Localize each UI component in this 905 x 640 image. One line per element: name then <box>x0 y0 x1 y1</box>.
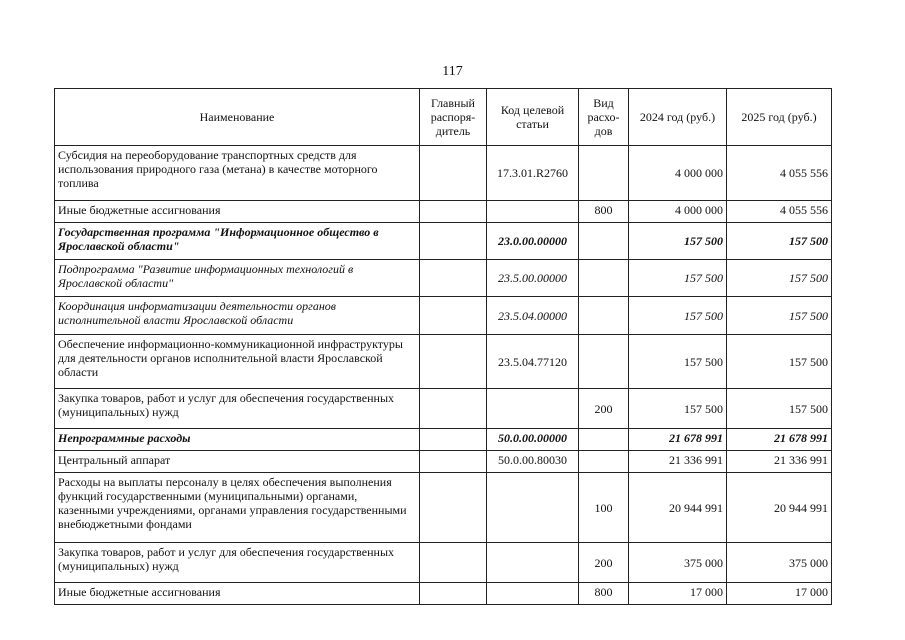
row-year-2024: 4 000 000 <box>629 146 727 201</box>
row-main-manager <box>420 201 487 223</box>
row-year-2024: 21 678 991 <box>629 429 727 451</box>
budget-table <box>54 88 832 605</box>
row-year-2025: 21 678 991 <box>727 429 832 451</box>
row-name: Иные бюджетные ассигнования <box>55 583 420 605</box>
row-target-code: 23.5.00.00000 <box>487 260 579 297</box>
row-year-2024: 157 500 <box>629 335 727 389</box>
row-expense-type: 800 <box>579 583 629 605</box>
row-name: Подпрограмма "Развитие информационных технологий в Ярославской области" <box>55 260 420 297</box>
row-year-2025: 4 055 556 <box>727 201 832 223</box>
row-main-manager <box>420 223 487 260</box>
row-target-code <box>487 543 579 583</box>
row-year-2024: 157 500 <box>629 260 727 297</box>
row-main-manager <box>420 389 487 429</box>
table-row <box>55 543 832 583</box>
table-row <box>55 451 832 473</box>
row-name: Субсидия на переоборудование транспортных средств для использования природного газа (метана) в качестве моторного топлива <box>55 146 420 201</box>
table-row <box>55 335 832 389</box>
row-target-code: 23.5.04.77120 <box>487 335 579 389</box>
row-name: Непрограммные расходы <box>55 429 420 451</box>
page-number: 117 <box>442 64 463 79</box>
row-main-manager <box>420 473 487 543</box>
row-name: Государственная программа "Информационное общество в Ярославской области" <box>55 223 420 260</box>
row-expense-type: 200 <box>579 543 629 583</box>
row-expense-type <box>579 451 629 473</box>
row-main-manager <box>420 429 487 451</box>
row-main-manager <box>420 297 487 335</box>
row-name: Иные бюджетные ассигнования <box>55 201 420 223</box>
row-year-2024: 375 000 <box>629 543 727 583</box>
row-expense-type <box>579 146 629 201</box>
header-name: Наименование <box>55 89 420 146</box>
row-target-code <box>487 583 579 605</box>
row-target-code <box>487 389 579 429</box>
row-year-2025: 21 336 991 <box>727 451 832 473</box>
row-year-2025: 17 000 <box>727 583 832 605</box>
table-row <box>55 146 832 201</box>
row-expense-type <box>579 260 629 297</box>
row-target-code <box>487 473 579 543</box>
row-year-2024: 157 500 <box>629 223 727 260</box>
row-year-2024: 17 000 <box>629 583 727 605</box>
table-header-row <box>55 89 832 146</box>
row-year-2025: 157 500 <box>727 297 832 335</box>
row-name: Обеспечение информационно-коммуникационной инфраструктуры для деятельности органов исполнительной власти Ярославской области <box>55 335 420 389</box>
row-expense-type: 200 <box>579 389 629 429</box>
row-year-2025: 20 944 991 <box>727 473 832 543</box>
row-expense-type <box>579 335 629 389</box>
table-row <box>55 583 832 605</box>
table-row <box>55 223 832 260</box>
row-main-manager <box>420 543 487 583</box>
table-row <box>55 297 832 335</box>
row-year-2025: 157 500 <box>727 223 832 260</box>
row-year-2024: 21 336 991 <box>629 451 727 473</box>
row-target-code <box>487 201 579 223</box>
row-name: Расходы на выплаты персоналу в целях обеспечения выполнения функций государственными (муниципальными) органами, казенными учреждениями, органами управления государственными внебюджетными фондами <box>55 473 420 543</box>
row-target-code: 50.0.00.00000 <box>487 429 579 451</box>
row-name: Закупка товаров, работ и услуг для обеспечения государственных (муниципальных) нужд <box>55 389 420 429</box>
header-year-2024: 2024 год (руб.) <box>629 89 727 146</box>
row-year-2024: 157 500 <box>629 297 727 335</box>
row-name: Закупка товаров, работ и услуг для обеспечения государственных (муниципальных) нужд <box>55 543 420 583</box>
row-name: Центральный аппарат <box>55 451 420 473</box>
row-target-code: 50.0.00.80030 <box>487 451 579 473</box>
table-row <box>55 201 832 223</box>
table-row <box>55 429 832 451</box>
row-year-2024: 20 944 991 <box>629 473 727 543</box>
row-name: Координация информатизации деятельности органов исполнительной власти Ярославской области <box>55 297 420 335</box>
row-expense-type: 100 <box>579 473 629 543</box>
row-main-manager <box>420 335 487 389</box>
row-year-2025: 157 500 <box>727 335 832 389</box>
row-main-manager <box>420 146 487 201</box>
row-year-2025: 157 500 <box>727 389 832 429</box>
table-row <box>55 260 832 297</box>
header-target-code: Код целевой статьи <box>487 89 579 146</box>
row-expense-type <box>579 297 629 335</box>
row-target-code: 17.3.01.R2760 <box>487 146 579 201</box>
row-year-2024: 157 500 <box>629 389 727 429</box>
header-main-manager: Главный распоря-дитель <box>420 89 487 146</box>
row-target-code: 23.0.00.00000 <box>487 223 579 260</box>
table-row <box>55 473 832 543</box>
row-expense-type <box>579 429 629 451</box>
row-year-2025: 157 500 <box>727 260 832 297</box>
table-row <box>55 389 832 429</box>
row-main-manager <box>420 260 487 297</box>
row-year-2025: 4 055 556 <box>727 146 832 201</box>
row-year-2024: 4 000 000 <box>629 201 727 223</box>
row-target-code: 23.5.04.00000 <box>487 297 579 335</box>
header-expense-type: Вид расхо-дов <box>579 89 629 146</box>
row-main-manager <box>420 451 487 473</box>
row-year-2025: 375 000 <box>727 543 832 583</box>
row-main-manager <box>420 583 487 605</box>
header-year-2025: 2025 год (руб.) <box>727 89 832 146</box>
row-expense-type <box>579 223 629 260</box>
row-expense-type: 800 <box>579 201 629 223</box>
